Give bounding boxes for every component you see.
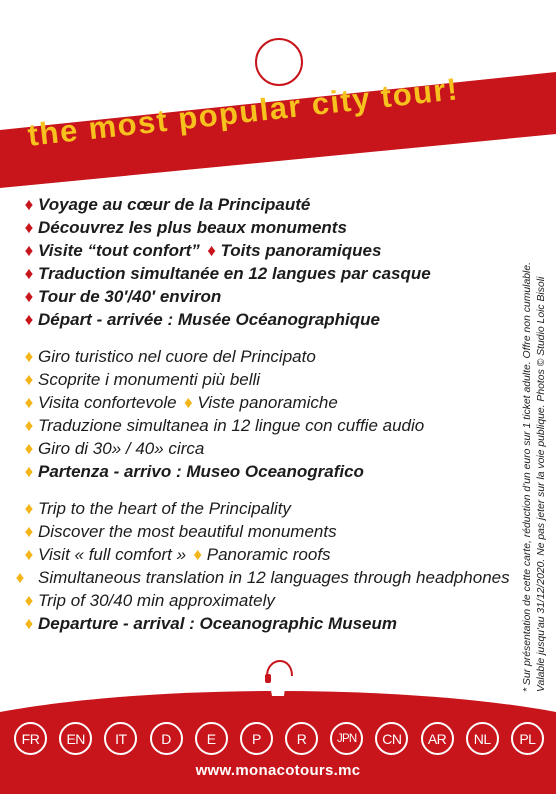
language-badge-r: R <box>285 722 318 755</box>
language-badge-it: IT <box>104 722 137 755</box>
list-item: ♦ Visite “tout confort” ♦ Toits panoramiques <box>22 239 500 262</box>
language-badge-pl: PL <box>511 722 544 755</box>
diamond-icon: ♦ <box>24 416 34 435</box>
language-badge-ar: AR <box>421 722 454 755</box>
list-item: ♦ Discover the most beautiful monuments <box>22 520 500 543</box>
diamond-icon: ♦ <box>24 370 34 389</box>
feature-lists <box>15 193 510 649</box>
list-item: ♦ Visit « full comfort » ♦ Panoramic roofs <box>22 543 500 566</box>
language-badges <box>14 722 544 755</box>
slogan: the most popular city tour! <box>26 71 461 153</box>
hanger-hole <box>255 38 303 86</box>
side-notes <box>522 174 552 694</box>
diamond-icon: ♦ <box>24 264 34 283</box>
italian-list <box>22 345 500 483</box>
diamond-icon: ♦ <box>24 545 34 564</box>
list-item: ♦ Partenza - arrivo : Museo Oceanografico <box>22 460 500 483</box>
list-item: ♦ Découvrez les plus beaux monuments <box>22 216 500 239</box>
language-badge-nl: NL <box>466 722 499 755</box>
diamond-icon: ♦ <box>24 462 34 481</box>
list-item: ♦ Giro di 30» / 40» circa <box>22 437 500 460</box>
diamond-icon: ♦ <box>24 347 34 366</box>
language-badge-cn: CN <box>375 722 408 755</box>
english-list <box>15 497 510 635</box>
list-item: ♦ Visita confortevole ♦ Viste panoramiche <box>22 391 500 414</box>
list-item: ♦ Trip of 30/40 min approximately <box>22 589 500 612</box>
list-item: ♦ Trip to the heart of the Principality <box>22 497 500 520</box>
french-list <box>22 193 500 331</box>
diamond-icon: ♦ <box>24 393 34 412</box>
diamond-icon: ♦ <box>184 393 193 412</box>
diamond-icon: ♦ <box>207 241 216 260</box>
diamond-icon: ♦ <box>24 241 34 260</box>
language-badge-e: E <box>195 722 228 755</box>
diamond-icon: ♦ <box>24 310 34 329</box>
list-item: ♦ Traduzione simultanea in 12 lingue con cuffie audio <box>22 414 500 437</box>
list-item: ♦ Voyage au cœur de la Principauté <box>22 193 500 216</box>
diamond-icon: ♦ <box>24 591 34 610</box>
language-badge-fr: FR <box>14 722 47 755</box>
side-note-validity: Valable jusqu'au 31/12/2020. Ne pas jeter sur la voie publique. Photos © Studio Loic Bisoli <box>536 276 547 692</box>
diamond-icon: ♦ <box>24 522 34 541</box>
list-item: ♦ Scoprite i monumenti più belli <box>22 368 500 391</box>
list-item: ♦ Traduction simultanée en 12 langues par casque <box>22 262 500 285</box>
list-item: ♦ Tour de 30′/40′ environ <box>22 285 500 308</box>
list-item: ♦ Départ - arrivée : Musée Océanographique <box>22 308 500 331</box>
diamond-icon: ♦ <box>24 499 34 518</box>
diamond-icon: ♦ <box>24 287 34 306</box>
diamond-icon: ♦ <box>24 439 34 458</box>
diamond-icon: ♦ <box>193 545 203 564</box>
diamond-icon: ♦ <box>24 195 34 214</box>
diamond-icon: ♦ <box>24 218 34 237</box>
language-badge-d: D <box>150 722 183 755</box>
website-link[interactable]: www.monacotours.mc <box>195 762 361 779</box>
diamond-icon: ♦ <box>15 568 25 587</box>
diamond-icon: ♦ <box>24 614 34 633</box>
list-item: ♦ Departure - arrival : Oceanographic Museum <box>22 612 500 635</box>
headphones-head-icon <box>262 658 294 698</box>
language-badge-p: P <box>240 722 273 755</box>
language-badge-jpn: JPN <box>330 722 363 755</box>
list-item: ♦ Giro turistico nel cuore del Principato <box>22 345 500 368</box>
language-badge-en: EN <box>59 722 92 755</box>
list-item: ♦ Simultaneous translation in 12 languages through headphones <box>15 568 510 587</box>
side-note-offer: * Sur présentation de cette carte, réduction d'un euro sur 1 ticket adulte. Offre non cumulable. <box>522 262 533 692</box>
